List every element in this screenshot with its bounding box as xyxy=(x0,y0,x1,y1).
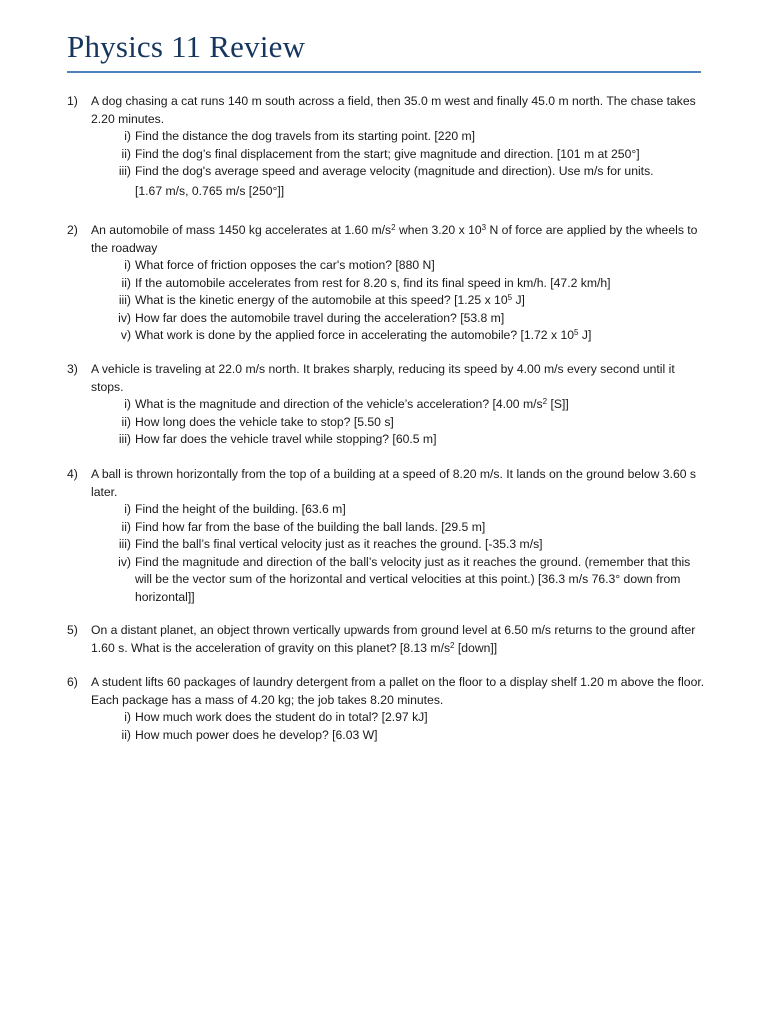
question-1 xyxy=(67,93,707,200)
sub-question-text: How long does the vehicle take to stop? [5.50 s] xyxy=(135,414,394,429)
sub-question xyxy=(67,727,707,745)
sub-question-number: ii) xyxy=(121,275,131,290)
sub-question-list xyxy=(67,501,707,606)
sub-question-number: i) xyxy=(124,258,131,272)
sub-question-text: Find the dog's average speed and average velocity (magnitude and direction). Use m/s for units. xyxy=(135,164,654,178)
text-part: N of force are applied by the wheels to the roadway xyxy=(91,223,698,255)
sub-question-number: ii) xyxy=(121,519,131,534)
sub-question-list xyxy=(67,396,707,449)
sub-question-text-tail: J] xyxy=(512,293,525,307)
sub-question-number: i) xyxy=(124,129,131,143)
question-number: 2) xyxy=(67,223,78,237)
sub-question xyxy=(67,709,707,727)
sub-question-text: How much power does he develop? [6.03 W] xyxy=(135,727,378,742)
superscript: 2 xyxy=(391,223,396,232)
superscript: 3 xyxy=(481,223,487,232)
text-part: On a distant planet, an object thrown vertically upwards from ground level at 6.50 m/s returns to the ground after 1.60 s. What is the acceleration of gravity on this planet? [8.13 m/s xyxy=(91,623,696,655)
sub-question xyxy=(67,501,707,519)
sub-question-text-tail: [S]] xyxy=(547,397,569,411)
sub-question-number: iv) xyxy=(118,554,131,569)
superscript: 5 xyxy=(574,328,579,337)
sub-question xyxy=(67,310,707,328)
sub-question xyxy=(67,519,707,537)
sub-question-text: If the automobile accelerates from rest for 8.20 s, find its final speed in km/h. [47.2 km/h] xyxy=(135,275,611,290)
question-text xyxy=(91,222,707,257)
sub-question xyxy=(67,431,707,449)
question-2 xyxy=(67,222,707,345)
sub-question xyxy=(67,554,707,607)
page-title: Physics 11 Review xyxy=(67,29,306,64)
sub-question xyxy=(67,146,707,164)
sub-question-list xyxy=(67,257,707,345)
question-text xyxy=(91,622,707,657)
sub-question-text: Find how far from the base of the building the ball lands. [29.5 m] xyxy=(135,519,486,534)
question-3 xyxy=(67,361,707,449)
question-text: A dog chasing a cat runs 140 m south across a field, then 35.0 m west and finally 45.0 m north. The chase takes 2.20 minutes. xyxy=(91,94,696,126)
sub-question-text-tail: J] xyxy=(578,328,592,342)
sub-question-text: What is the magnitude and direction of the vehicle’s acceleration? [4.00 m/s xyxy=(135,397,543,411)
sub-question-text: How much work does the student do in total? [2.97 kJ] xyxy=(135,710,428,724)
question-number: 4) xyxy=(67,467,78,481)
sub-question xyxy=(67,396,707,414)
sub-question xyxy=(67,292,707,310)
sub-question-text: Find the ball’s final vertical velocity just as it reaches the ground. [-35.3 m/s] xyxy=(135,537,543,551)
question-number: 5) xyxy=(67,623,78,637)
question-number: 1) xyxy=(67,94,78,108)
sub-question-text: Find the magnitude and direction of the ball’s velocity just as it reaches the ground. (remember that this will be the vector sum of the horizontal and vertical velocities at this point.) [36.3 m/s 76.3° down from horizontal]] xyxy=(135,554,691,604)
sub-question-number: v) xyxy=(120,328,131,342)
question-4 xyxy=(67,466,707,606)
sub-question-list xyxy=(67,128,707,200)
sub-question-text: How far does the vehicle travel while stopping? [60.5 m] xyxy=(135,432,437,446)
sub-question-number: iii) xyxy=(118,293,131,307)
question-number: 6) xyxy=(67,675,78,689)
superscript: 2 xyxy=(542,397,548,406)
sub-question-number: i) xyxy=(124,710,131,724)
sub-question-text: How far does the automobile travel during the acceleration? [53.8 m] xyxy=(135,310,505,325)
sub-question-number: iii) xyxy=(118,164,131,178)
question-number: 3) xyxy=(67,362,78,376)
sub-question xyxy=(67,257,707,275)
text-part: when 3.20 x 10 xyxy=(395,223,482,237)
sub-question-list xyxy=(67,709,707,744)
sub-question-text: What force of friction opposes the car's motion? [880 N] xyxy=(135,258,435,272)
sub-question xyxy=(67,163,707,200)
sub-question-number: ii) xyxy=(121,414,131,429)
sub-question xyxy=(67,327,707,345)
sub-question-text: Find the height of the building. [63.6 m] xyxy=(135,502,346,516)
sub-question-answer: [1.67 m/s, 0.765 m/s [250°]] xyxy=(135,183,285,198)
sub-question-number: iv) xyxy=(118,310,131,325)
sub-question-number: iii) xyxy=(118,537,131,551)
sub-question-text: What is the kinetic energy of the automobile at this speed? [1.25 x 10 xyxy=(135,293,508,307)
sub-question-number: i) xyxy=(124,502,131,516)
question-5 xyxy=(67,622,707,657)
sub-question-text: Find the dog’s final displacement from the start; give magnitude and direction. [101 m at 250°] xyxy=(135,146,640,161)
title-underline xyxy=(67,71,701,73)
sub-question-number: ii) xyxy=(121,727,131,742)
question-text: A ball is thrown horizontally from the top of a building at a speed of 8.20 m/s. It lands on the ground below 3.60 s later. xyxy=(91,467,697,499)
question-6 xyxy=(67,674,707,744)
sub-question-number: ii) xyxy=(121,146,131,161)
question-text: A student lifts 60 packages of laundry detergent from a pallet on the floor to a display shelf 1.20 m above the floor. Each package has a mass of 4.20 kg; the job takes 8.20 minutes. xyxy=(91,675,705,707)
sub-question-number: i) xyxy=(124,397,131,411)
sub-question-text: Find the distance the dog travels from its starting point. [220 m] xyxy=(135,129,476,143)
text-part: [down]] xyxy=(454,640,498,655)
sub-question xyxy=(67,414,707,432)
superscript: 5 xyxy=(507,293,513,302)
sub-question xyxy=(67,536,707,554)
sub-question xyxy=(67,128,707,146)
question-text: A vehicle is traveling at 22.0 m/s north. It brakes sharply, reducing its speed by 4.00 m/s every second until it stops. xyxy=(91,362,675,394)
superscript: 2 xyxy=(450,640,455,650)
text-part: An automobile of mass 1450 kg accelerates at 1.60 m/s xyxy=(91,223,392,237)
sub-question xyxy=(67,275,707,293)
sub-question-text: What work is done by the applied force in accelerating the automobile? [1.72 x 10 xyxy=(135,328,575,342)
sub-question-number: iii) xyxy=(118,432,131,446)
